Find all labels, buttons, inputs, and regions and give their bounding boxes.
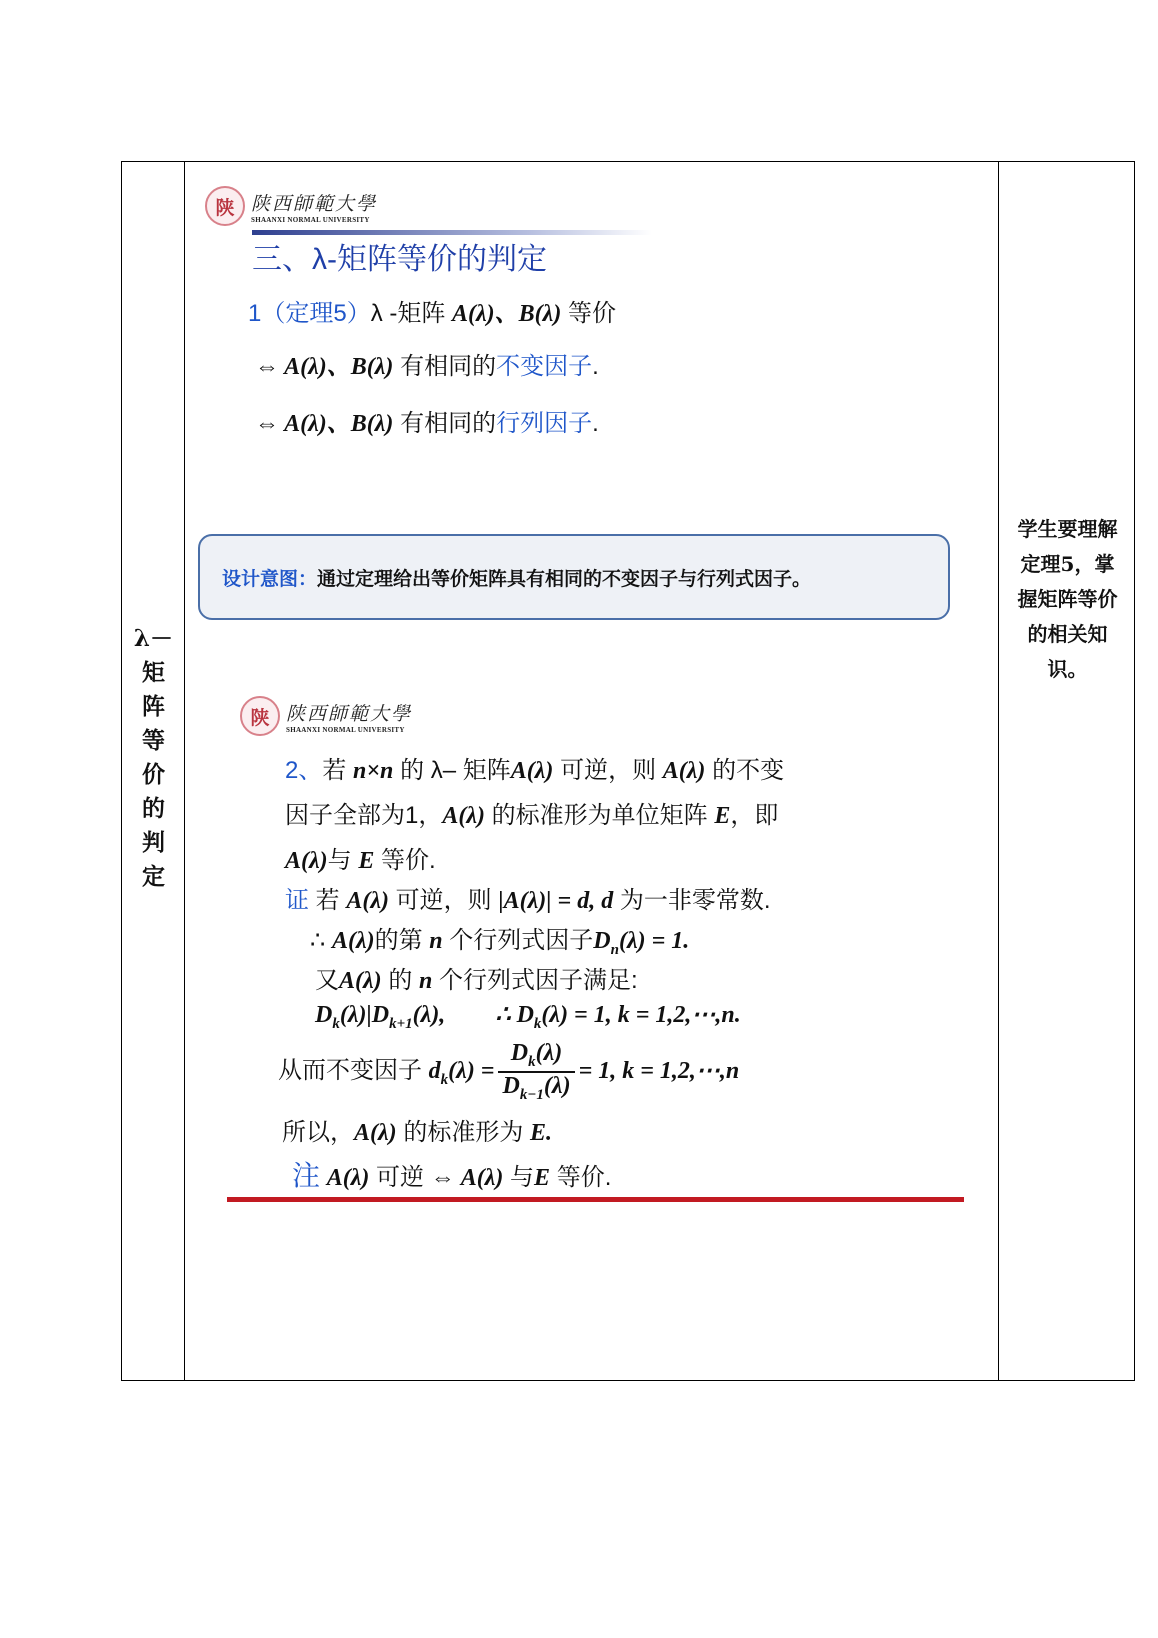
slide-footer-rule [227, 1197, 964, 1202]
fraction: $\frac{D_k(\lambda)}{D_{k-1}(\lambda)}$ [498, 1040, 574, 1104]
university-seal-icon: 陕 [240, 696, 280, 736]
university-name-cn: 陕西師範大學 [251, 192, 378, 215]
column-divider-right [998, 162, 999, 1380]
university-logo [205, 186, 377, 226]
equivalence-line-1: ⇔ A(λ)、B(λ) 有相同的不变因子. [255, 353, 599, 380]
learning-goal-note: 学生要理解定理5，掌握矩阵等价的相关知识。 [1017, 517, 1118, 681]
university-name-en: SHAANXI NORMAL UNIVERSITY [286, 725, 405, 734]
design-intent-box [198, 534, 950, 620]
university-seal-icon: 陕 [205, 186, 245, 226]
slide2-line-1: 2、若 n×n 的 λ– 矩阵A(λ) 可逆，则 A(λ) 的不变 [285, 757, 785, 784]
slide2-line-6: 又A(λ) 的 n 个行列式因子满足: [315, 967, 638, 994]
slide2-line-8: 从而不变因子 $d_k(\lambda)$ = $\frac{D_k(\lambda)}{D_{k-1}(\lambda)}$ = 1, k = 1,2,⋯,n [278, 1040, 740, 1103]
slide2-line-5: ∴ A(λ)的第 n 个行列式因子$D_n(\lambda) = 1$. [310, 927, 690, 958]
topic-label: λ－矩阵等价的判定 [133, 625, 174, 890]
slide2-line-2: 因子全部为1，A(λ) 的标准形为单位矩阵 E，即 [285, 802, 779, 829]
university-name-cn: 陕西師範大學 [286, 702, 413, 725]
section-title: 三、λ-矩阵等价的判定 [252, 243, 547, 276]
slide2-line-9: 所以，A(λ) 的标准形为 E. [282, 1119, 553, 1146]
equivalence-line-2: ⇔ A(λ)、B(λ) 有相同的行列因子. [255, 410, 599, 437]
design-intent-label: 设计意图： [222, 567, 318, 590]
theorem-line: 1（定理5）λ -矩阵 A(λ)、B(λ) 等价 [248, 300, 616, 327]
design-intent-text: 通过定理给出等价矩阵具有相同的不变因子与行列式因子。 [317, 567, 812, 590]
university-name-en: SHAANXI NORMAL UNIVERSITY [251, 215, 370, 224]
slide2-line-3: A(λ)与 E 等价. [285, 847, 436, 874]
university-logo-2 [240, 696, 412, 736]
note-line: 注 A(λ) 可逆 ⇔ A(λ) 与E 等价. [292, 1160, 612, 1191]
proof-line: 证 若 A(λ) 可逆，则 |A(λ)| = d, d 为一非零常数. [285, 887, 771, 914]
slide2-line-7: $D_k(\lambda)|D_{k+1}(\lambda)$, ∴ $D_k(\lambda) = 1$, k = 1,2,⋯,n. [315, 1002, 741, 1032]
